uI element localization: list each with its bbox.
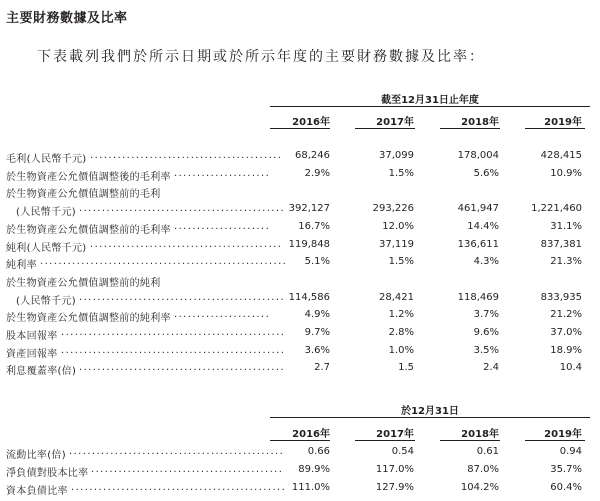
row-value: 68,246: [295, 150, 330, 161]
table-row: [6, 446, 600, 463]
row-value: 3.6%: [304, 344, 330, 356]
table2-year-rule: [270, 440, 330, 441]
row-label: (人民幣千元): [16, 295, 76, 307]
row-value: 35.7%: [550, 464, 582, 475]
row-value: 28,421: [379, 291, 414, 303]
row-value: 136,611: [457, 238, 499, 250]
row-value: 9.7%: [304, 327, 330, 338]
dot-leader: ......................................................: [40, 256, 288, 268]
row-label: 資產回報率: [6, 348, 58, 360]
row-label: 淨負債對股本比率: [6, 468, 89, 479]
row-value: 2.7: [314, 362, 330, 374]
row-value: 5.6%: [473, 167, 499, 179]
row-label: 資本負債比率: [6, 486, 68, 497]
dot-leader: .................................................: [61, 327, 286, 338]
table1-year-rule: [525, 128, 585, 129]
dot-leader: .............................................: [79, 203, 286, 215]
row-label: 於生物資產公允價值調整後的毛利率: [6, 171, 171, 183]
row-value: 837,381: [540, 238, 582, 250]
dot-leader: .............................................: [79, 362, 286, 374]
row-value: 10.4: [559, 362, 582, 374]
dot-leader: ...............................................: [71, 482, 287, 493]
row-value: 0.61: [476, 446, 499, 457]
table-row: [6, 362, 600, 379]
dot-leader: .....................: [174, 220, 271, 232]
table2-year-rule: [440, 440, 500, 441]
row-value: 127.9%: [375, 482, 414, 493]
row-value: 37.0%: [550, 327, 582, 338]
row-value: 2.8%: [388, 327, 414, 338]
row-value: 5.1%: [304, 256, 330, 268]
row-label: 股本回報率: [6, 331, 58, 342]
row-value: 1.5%: [388, 167, 414, 179]
table1-group-rule: [270, 106, 590, 107]
table-row: [6, 464, 600, 481]
table-row: [6, 309, 600, 326]
row-value: 0.94: [559, 446, 582, 457]
table-row: [6, 482, 600, 499]
table1-year-header: 2018年: [461, 117, 499, 128]
row-value: 9.6%: [473, 327, 499, 338]
row-value: 89.9%: [298, 464, 330, 475]
row-value: 293,226: [372, 203, 414, 215]
table2-year-header: 2017年: [376, 429, 414, 440]
table2-year-rule: [525, 440, 585, 441]
table1-year-header: 2016年: [292, 117, 330, 128]
row-value: 3.5%: [473, 344, 499, 356]
dot-leader: .....................: [174, 309, 271, 321]
row-value: 2.9%: [304, 167, 330, 179]
dot-leader: ..........................................: [90, 150, 283, 161]
table-row: [6, 185, 600, 202]
row-value: 21.3%: [550, 256, 582, 268]
row-value: 4.3%: [473, 256, 499, 268]
row-value: 114,586: [288, 291, 330, 303]
row-value: 18.9%: [550, 344, 582, 356]
row-value: 37,119: [379, 238, 414, 250]
row-value: 3.7%: [473, 309, 499, 321]
row-value: 178,004: [457, 150, 499, 161]
table1-year-header: 2017年: [376, 117, 414, 128]
row-value: 31.1%: [550, 220, 582, 232]
row-value: 1.5: [398, 362, 414, 374]
intro-text: 下表載列我們於所示日期或於所示年度的主要財務數據及比率：: [37, 49, 485, 65]
table1-year-rule: [440, 128, 500, 129]
table-row: [6, 345, 600, 362]
row-label: 於生物資產公允價值調整前的純利: [6, 277, 161, 289]
row-value: 461,947: [457, 203, 499, 215]
row-value: 60.4%: [550, 482, 582, 493]
row-label: 純利率: [6, 260, 37, 272]
row-value: 1,221,460: [531, 203, 582, 215]
dot-leader: .............................................: [79, 291, 286, 303]
table-row: [6, 292, 600, 309]
row-value: 14.4%: [467, 220, 499, 232]
dot-leader: .....................: [174, 167, 271, 179]
table2-group-rule: [270, 417, 590, 418]
row-label: 純利(人民幣千元): [6, 242, 87, 254]
table-row: [6, 239, 600, 256]
table2-year-rule: [355, 440, 415, 441]
row-value: 428,415: [540, 150, 582, 161]
row-label: 流動比率(倍): [6, 450, 66, 461]
dot-leader: ...............................................: [69, 446, 285, 457]
section-title: 主要財務數據及比率: [6, 11, 128, 26]
table1-group-header: 截至12月31日止年度: [381, 95, 479, 106]
table2-group-header: 於12月31日: [401, 406, 459, 417]
row-value: 111.0%: [291, 482, 330, 493]
table1-year-rule: [270, 128, 330, 129]
table-row: [6, 203, 600, 220]
row-label: 於生物資產公允價值調整前的毛利: [6, 189, 161, 201]
row-label: 利息覆蓋率(倍): [6, 366, 77, 378]
table-row: [6, 274, 600, 291]
dot-leader: ..........................................: [91, 464, 284, 475]
row-value: 1.2%: [388, 309, 414, 321]
row-value: 833,935: [540, 291, 582, 303]
row-value: 0.54: [391, 446, 414, 457]
row-label: 毛利(人民幣千元): [6, 154, 87, 165]
table-row: [6, 168, 600, 185]
table-row: [6, 327, 600, 344]
row-value: 37,099: [379, 150, 414, 161]
table1-year-header: 2019年: [544, 117, 582, 128]
row-value: 392,127: [288, 203, 330, 215]
table2-year-header: 2016年: [292, 429, 330, 440]
row-value: 87.0%: [467, 464, 499, 475]
row-value: 118,469: [457, 291, 499, 303]
row-value: 1.0%: [388, 344, 414, 356]
row-value: 1.5%: [388, 256, 414, 268]
row-value: 0.66: [307, 446, 330, 457]
row-value: 2.4: [483, 362, 499, 374]
row-value: 10.9%: [550, 167, 582, 179]
dot-leader: .................................................: [61, 344, 286, 356]
row-value: 21.2%: [550, 309, 582, 321]
table-row: [6, 256, 600, 273]
table2-year-header: 2019年: [544, 429, 582, 440]
row-label: 於生物資產公允價值調整前的毛利率: [6, 224, 171, 236]
row-value: 4.9%: [304, 309, 330, 321]
table-row: [6, 221, 600, 238]
table2-year-header: 2018年: [461, 429, 499, 440]
row-label: 於生物資產公允價值調整前的純利率: [6, 313, 171, 325]
row-value: 117.0%: [375, 464, 414, 475]
row-value: 104.2%: [460, 482, 499, 493]
row-value: 119,848: [288, 238, 330, 250]
dot-leader: ..........................................: [90, 238, 283, 250]
table1-year-rule: [355, 128, 415, 129]
row-value: 16.7%: [298, 220, 330, 232]
row-value: 12.0%: [382, 220, 414, 232]
table-row: [6, 150, 600, 167]
row-label: (人民幣千元): [16, 207, 76, 219]
